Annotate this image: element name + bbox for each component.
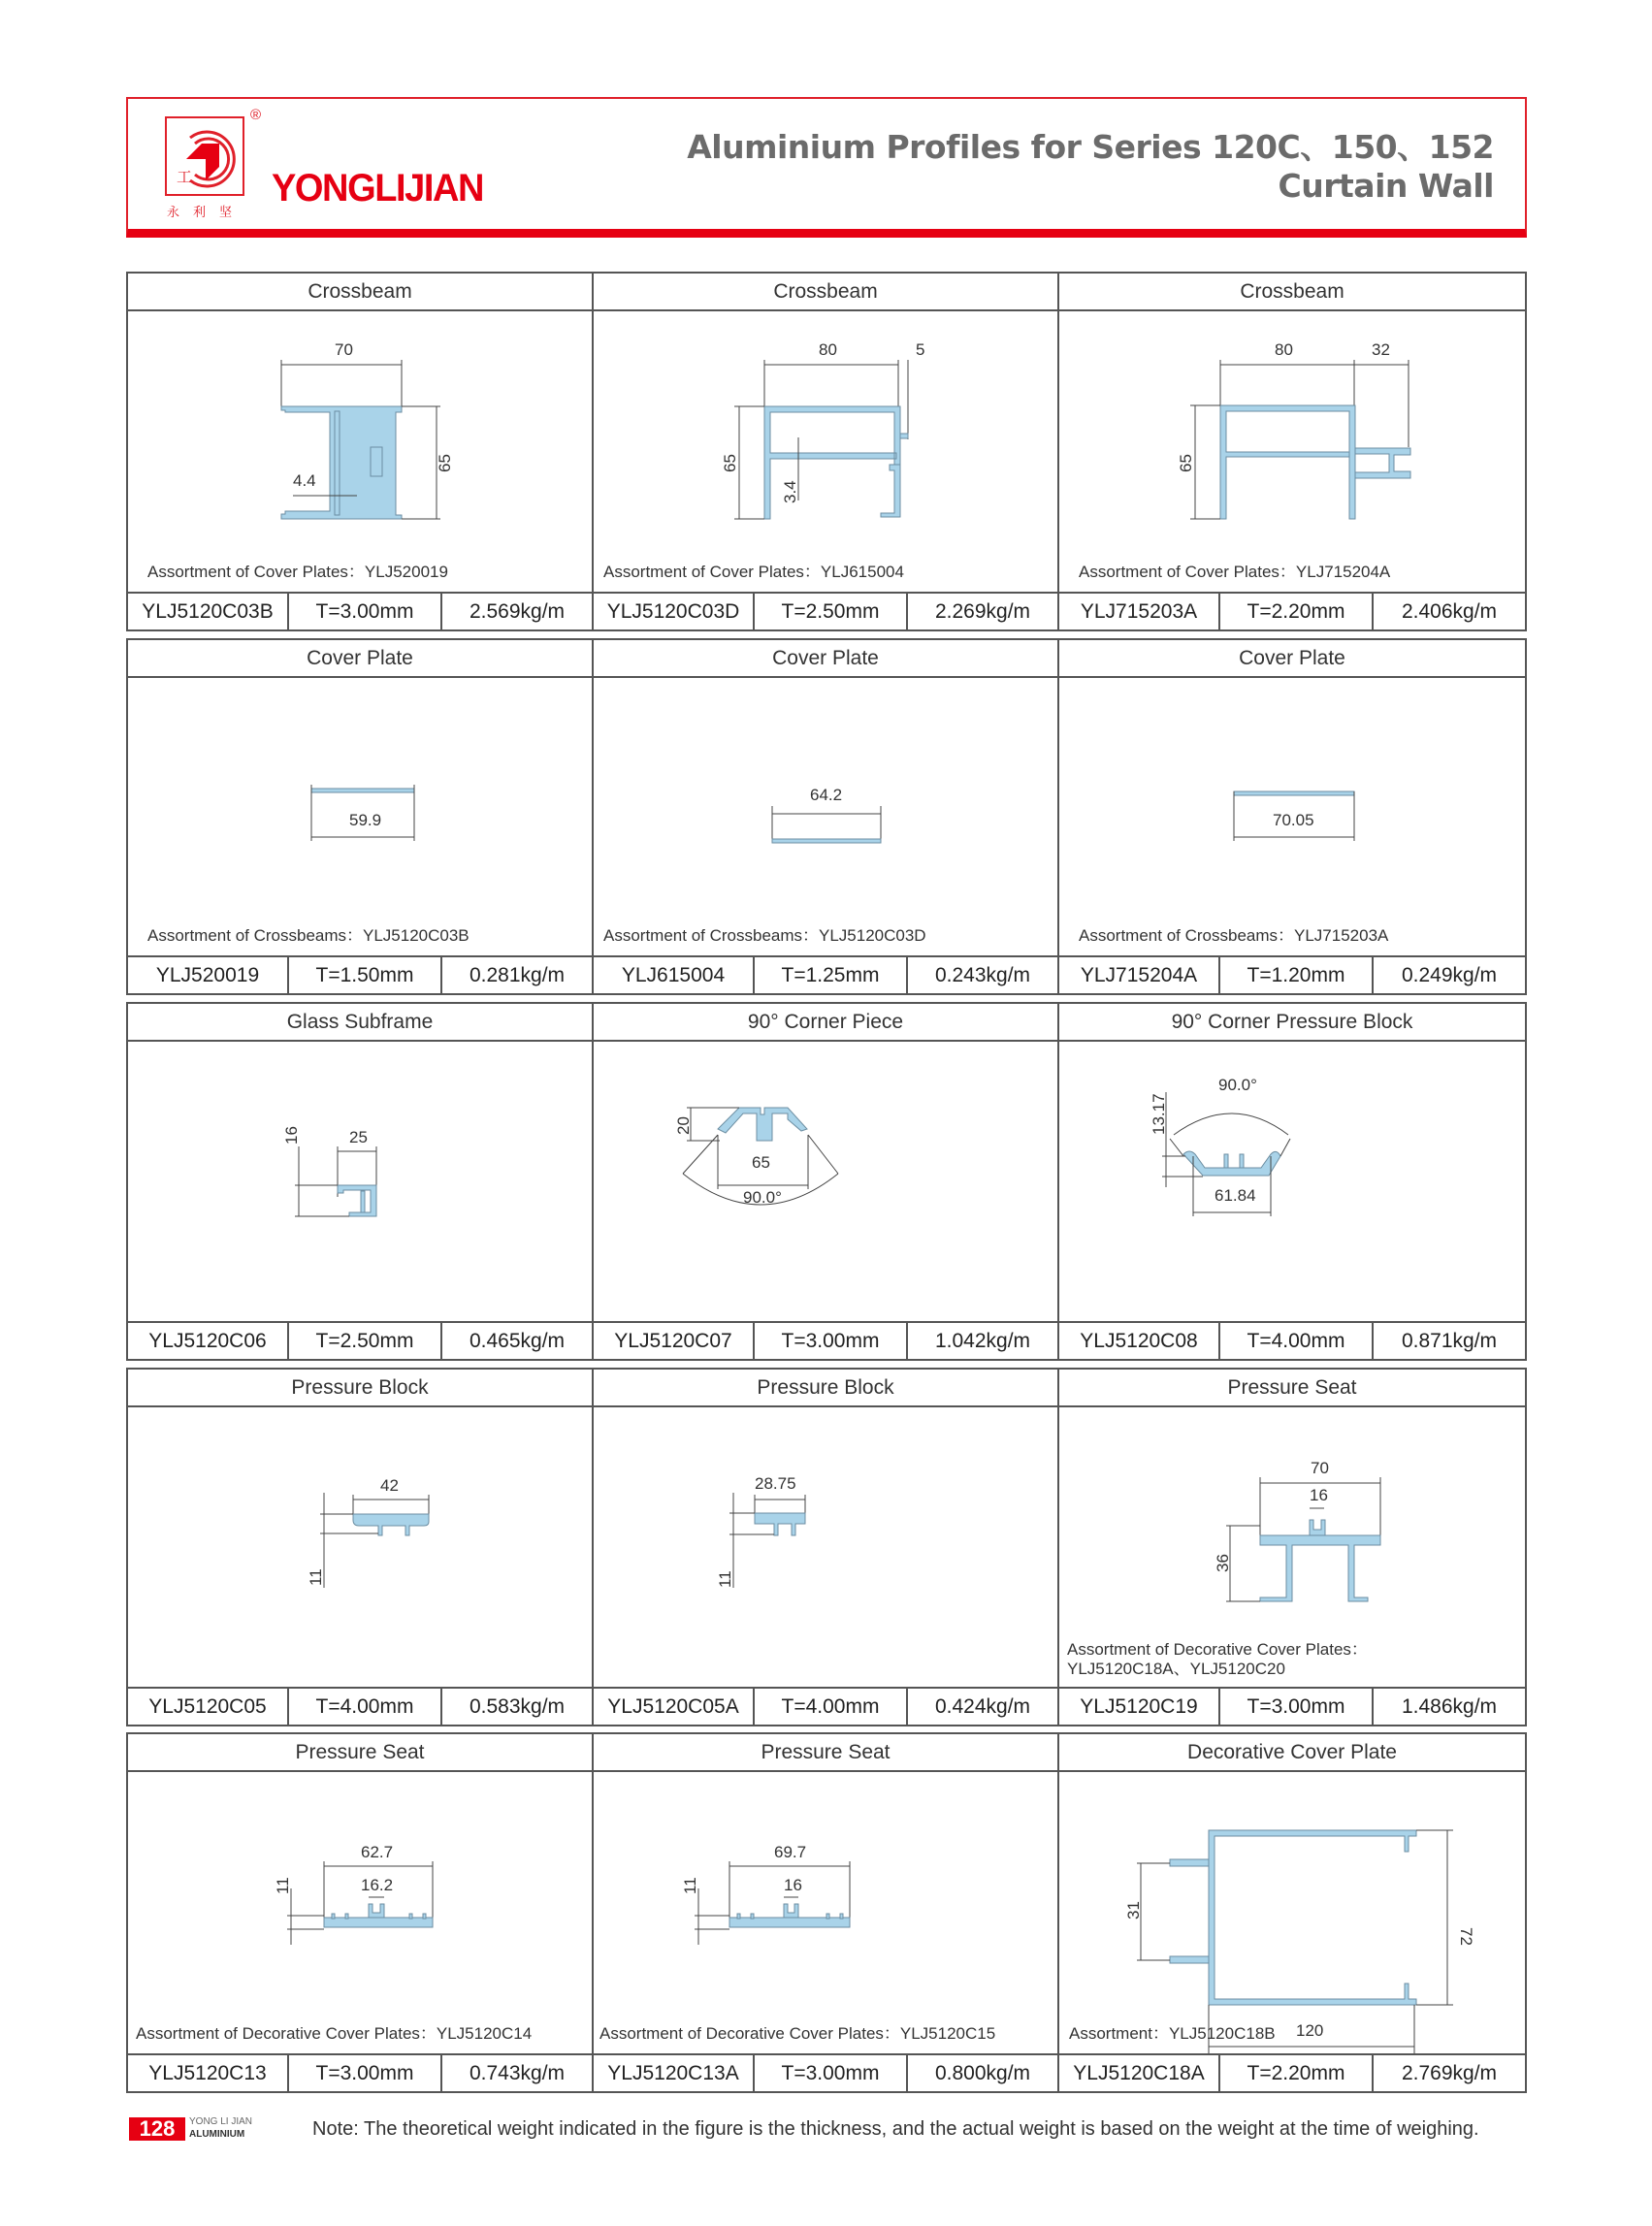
crossbeam-section-icon [1059,311,1524,591]
profile-title: Cover Plate [128,640,592,678]
svg-text:80: 80 [1275,340,1293,359]
brand-name: YONGLIJIAN [272,167,484,210]
thickness: T=2.20mm [1220,2055,1374,2091]
profile-row-2 [126,638,1527,995]
part-code: YLJ5120C18A [1059,2055,1220,2091]
assortment-note: Assortment of Crossbeams：YLJ715203A [1079,926,1389,945]
svg-text:4.4: 4.4 [293,471,316,490]
part-code: YLJ5120C07 [594,1323,755,1359]
profile-drawing [1059,1407,1525,1687]
svg-text:59.9: 59.9 [349,811,382,829]
thickness: T=1.20mm [1220,957,1374,993]
svg-text:65: 65 [752,1153,770,1172]
spec-row [128,2053,592,2091]
page-number-badge: 128 [129,2117,185,2141]
svg-text:65: 65 [1177,454,1195,472]
spec-row [1059,2053,1525,2091]
profile-drawing [594,1042,1057,1321]
assortment-note: Assortment of Decorative Cover Plates：YLJ5120C14 [136,2024,533,2043]
svg-text:5: 5 [916,340,925,359]
part-code: YLJ5120C03D [594,594,755,629]
part-code: YLJ5120C13A [594,2055,755,2091]
svg-text:65: 65 [721,454,739,472]
svg-text:11: 11 [716,1570,734,1588]
svg-text:70: 70 [1311,1459,1329,1477]
profile-row-3 [126,1002,1527,1361]
profile-card [128,640,594,993]
svg-text:120: 120 [1296,2021,1324,2040]
part-code: YLJ715204A [1059,957,1220,993]
pressure-block-section-icon [128,1407,593,1687]
pressure-seat-section-icon [128,1772,593,2053]
profile-drawing [594,678,1057,955]
spec-row [128,1687,592,1725]
profile-card [594,1734,1059,2091]
assortment-note: Assortment of Cover Plates：YLJ520019 [147,563,448,581]
thickness: T=4.00mm [1220,1323,1374,1359]
thickness: T=4.00mm [289,1689,442,1725]
svg-text:42: 42 [380,1476,399,1495]
footer-note: Note: The theoretical weight indicated in the figure is the thickness, and the actual weight is based on the weight at the time of weighing. [312,2118,1479,2140]
page-header [126,97,1527,238]
thickness: T=3.00mm [755,1323,908,1359]
profile-card [1059,1734,1525,2091]
cover-plate-section-icon [128,678,593,955]
svg-text:90.0°: 90.0° [1218,1076,1257,1094]
assortment-line2: YLJ5120C18A、YLJ5120C20 [1067,1660,1285,1678]
svg-text:25: 25 [349,1128,368,1146]
profile-drawing [594,1407,1057,1687]
profile-title: Crossbeam [128,274,592,311]
part-code: YLJ5120C08 [1059,1323,1220,1359]
page-title-line2: Curtain Wall [1278,167,1494,205]
profile-card [1059,1004,1525,1359]
profile-card [1059,1370,1525,1725]
profile-row-4 [126,1368,1527,1726]
profile-card [128,1004,594,1359]
part-code: YLJ5120C05 [128,1689,289,1725]
svg-text:20: 20 [674,1116,693,1135]
profile-title: Crossbeam [594,274,1057,311]
page-title [687,128,1494,206]
assortment-line1: Assortment of Decorative Cover Plates： [1067,1640,1368,1659]
profile-title: Cover Plate [1059,640,1525,678]
profile-drawing [128,1407,592,1687]
spec-row [1059,955,1525,993]
part-code: YLJ5120C13 [128,2055,289,2091]
part-code: YLJ5120C05A [594,1689,755,1725]
spec-row [594,1321,1057,1359]
profile-drawing [128,678,592,955]
svg-text:69.7: 69.7 [774,1843,807,1861]
svg-text:65: 65 [436,454,454,472]
thickness: T=2.50mm [755,594,908,629]
profile-drawing [1059,311,1525,592]
svg-text:11: 11 [274,1877,292,1894]
assortment-note [1067,1640,1368,1679]
weight: 1.042kg/m [934,1330,1031,1352]
cover-plate-section-icon [594,678,1058,955]
profile-title: Crossbeam [1059,274,1525,311]
pressure-block-section-icon [594,1407,1058,1687]
profile-card [594,1370,1059,1725]
spec-row [128,955,592,993]
logo-emblem-icon [169,120,244,196]
spec-row [594,1687,1057,1725]
svg-text:28.75: 28.75 [755,1474,796,1493]
profile-title: Cover Plate [594,640,1057,678]
thickness: T=1.25mm [755,957,908,993]
svg-text:80: 80 [819,340,837,359]
footer-brand-line2: ALUMINIUM [189,2129,245,2140]
profile-title: Glass Subframe [128,1004,592,1042]
spec-row [594,592,1057,629]
profile-drawing [594,1772,1057,2053]
profile-title: Pressure Block [594,1370,1057,1407]
profile-card [1059,640,1525,993]
spec-row [128,1321,592,1359]
page-title-line1: Aluminium Profiles for Series 120C、150、152 [687,128,1494,166]
thickness: T=2.20mm [1220,594,1374,629]
svg-text:11: 11 [307,1568,325,1586]
profile-title: 90° Corner Pressure Block [1059,1004,1525,1042]
spec-row [1059,1687,1525,1725]
part-code: YLJ5120C19 [1059,1689,1220,1725]
profile-drawing [1059,1042,1525,1321]
profile-title: Pressure Block [128,1370,592,1407]
thickness: T=4.00mm [755,1689,908,1725]
profile-card [594,1004,1059,1359]
assortment-note: Assortment of Crossbeams：YLJ5120C03B [147,926,470,945]
svg-text:32: 32 [1372,340,1390,359]
weight: 0.249kg/m [1401,964,1498,986]
profile-card [594,274,1059,629]
spec-row [594,955,1057,993]
thickness: T=2.50mm [289,1323,442,1359]
cover-plate-section-icon [1059,678,1524,955]
profile-card [1059,274,1525,629]
weight: 2.406kg/m [1401,600,1498,623]
profile-card [128,274,594,629]
svg-text:36: 36 [1214,1554,1232,1572]
weight: 0.743kg/m [469,2062,566,2084]
profile-title: 90° Corner Piece [594,1004,1057,1042]
weight: 2.769kg/m [1401,2062,1498,2084]
weight: 1.486kg/m [1401,1695,1498,1718]
svg-text:64.2: 64.2 [810,786,843,804]
profile-row-5 [126,1732,1527,2093]
part-code: YLJ5120C06 [128,1323,289,1359]
part-code: YLJ615004 [594,957,755,993]
profile-title: Pressure Seat [128,1734,592,1772]
profile-card [594,640,1059,993]
pressure-seat-section-icon [594,1772,1058,2053]
svg-text:16: 16 [784,1876,802,1894]
weight: 2.569kg/m [469,600,566,623]
decorative-cover-plate-section-icon [1059,1772,1524,2053]
crossbeam-section-icon [594,311,1058,591]
weight: 0.871kg/m [1401,1330,1498,1352]
thickness: T=3.00mm [289,2055,442,2091]
svg-text:70: 70 [335,340,353,359]
assortment-note: Assortment of Cover Plates：YLJ615004 [603,563,904,581]
thickness: T=3.00mm [1220,1689,1374,1725]
weight: 0.243kg/m [934,964,1031,986]
profile-row-1 [126,272,1527,631]
assortment-note: Assortment of Crossbeams：YLJ5120C03D [603,926,926,945]
svg-text:16.2: 16.2 [361,1876,394,1894]
svg-text:11: 11 [681,1877,699,1894]
part-code: YLJ5120C03B [128,594,289,629]
thickness: T=3.00mm [289,594,442,629]
thickness: T=3.00mm [755,2055,908,2091]
thickness: T=1.50mm [289,957,442,993]
profile-drawing [1059,678,1525,955]
profile-card [128,1734,594,2091]
svg-text:工: 工 [177,168,193,186]
svg-text:72: 72 [1457,1927,1475,1946]
glass-subframe-section-icon [128,1042,593,1321]
brand-chinese-name: 永利坚 [167,206,246,220]
spec-row [594,2053,1057,2091]
assortment-note: Assortment：YLJ5120C18B [1069,2024,1276,2043]
corner-piece-section-icon [594,1042,1058,1321]
profile-card [128,1370,594,1725]
svg-text:70.05: 70.05 [1273,811,1314,829]
footer-brand-line1: YONG LI JIAN [189,2116,253,2127]
registered-mark: ® [250,107,262,123]
spec-row [1059,1321,1525,1359]
profile-drawing [594,311,1057,592]
svg-text:90.0°: 90.0° [743,1188,782,1207]
spec-row [128,592,592,629]
svg-text:16: 16 [1310,1486,1328,1504]
spec-row [1059,592,1525,629]
svg-text:13.17: 13.17 [1150,1093,1168,1135]
weight: 0.583kg/m [469,1695,566,1718]
crossbeam-section-icon [128,311,593,591]
profile-drawing [128,1042,592,1321]
svg-text:31: 31 [1124,1901,1143,1920]
part-code: YLJ715203A [1059,594,1220,629]
svg-text:62.7: 62.7 [361,1843,394,1861]
assortment-note: Assortment of Cover Plates：YLJ715204A [1079,563,1391,581]
profile-title: Pressure Seat [1059,1370,1525,1407]
assortment-note: Assortment of Decorative Cover Plates：YLJ5120C15 [599,2024,996,2043]
profile-title: Decorative Cover Plate [1059,1734,1525,1772]
brand-logo [165,116,244,196]
weight: 2.269kg/m [934,600,1031,623]
profile-drawing [128,311,592,592]
profile-drawing [1059,1772,1525,2053]
svg-text:16: 16 [282,1126,301,1145]
weight: 0.424kg/m [934,1695,1031,1718]
profile-drawing [128,1772,592,2053]
weight: 0.800kg/m [934,2062,1031,2084]
svg-text:3.4: 3.4 [781,480,799,503]
part-code: YLJ520019 [128,957,289,993]
profile-title: Pressure Seat [594,1734,1057,1772]
corner-pressure-block-section-icon [1059,1042,1524,1321]
weight: 0.281kg/m [469,964,566,986]
weight: 0.465kg/m [469,1330,566,1352]
svg-text:61.84: 61.84 [1215,1186,1256,1205]
